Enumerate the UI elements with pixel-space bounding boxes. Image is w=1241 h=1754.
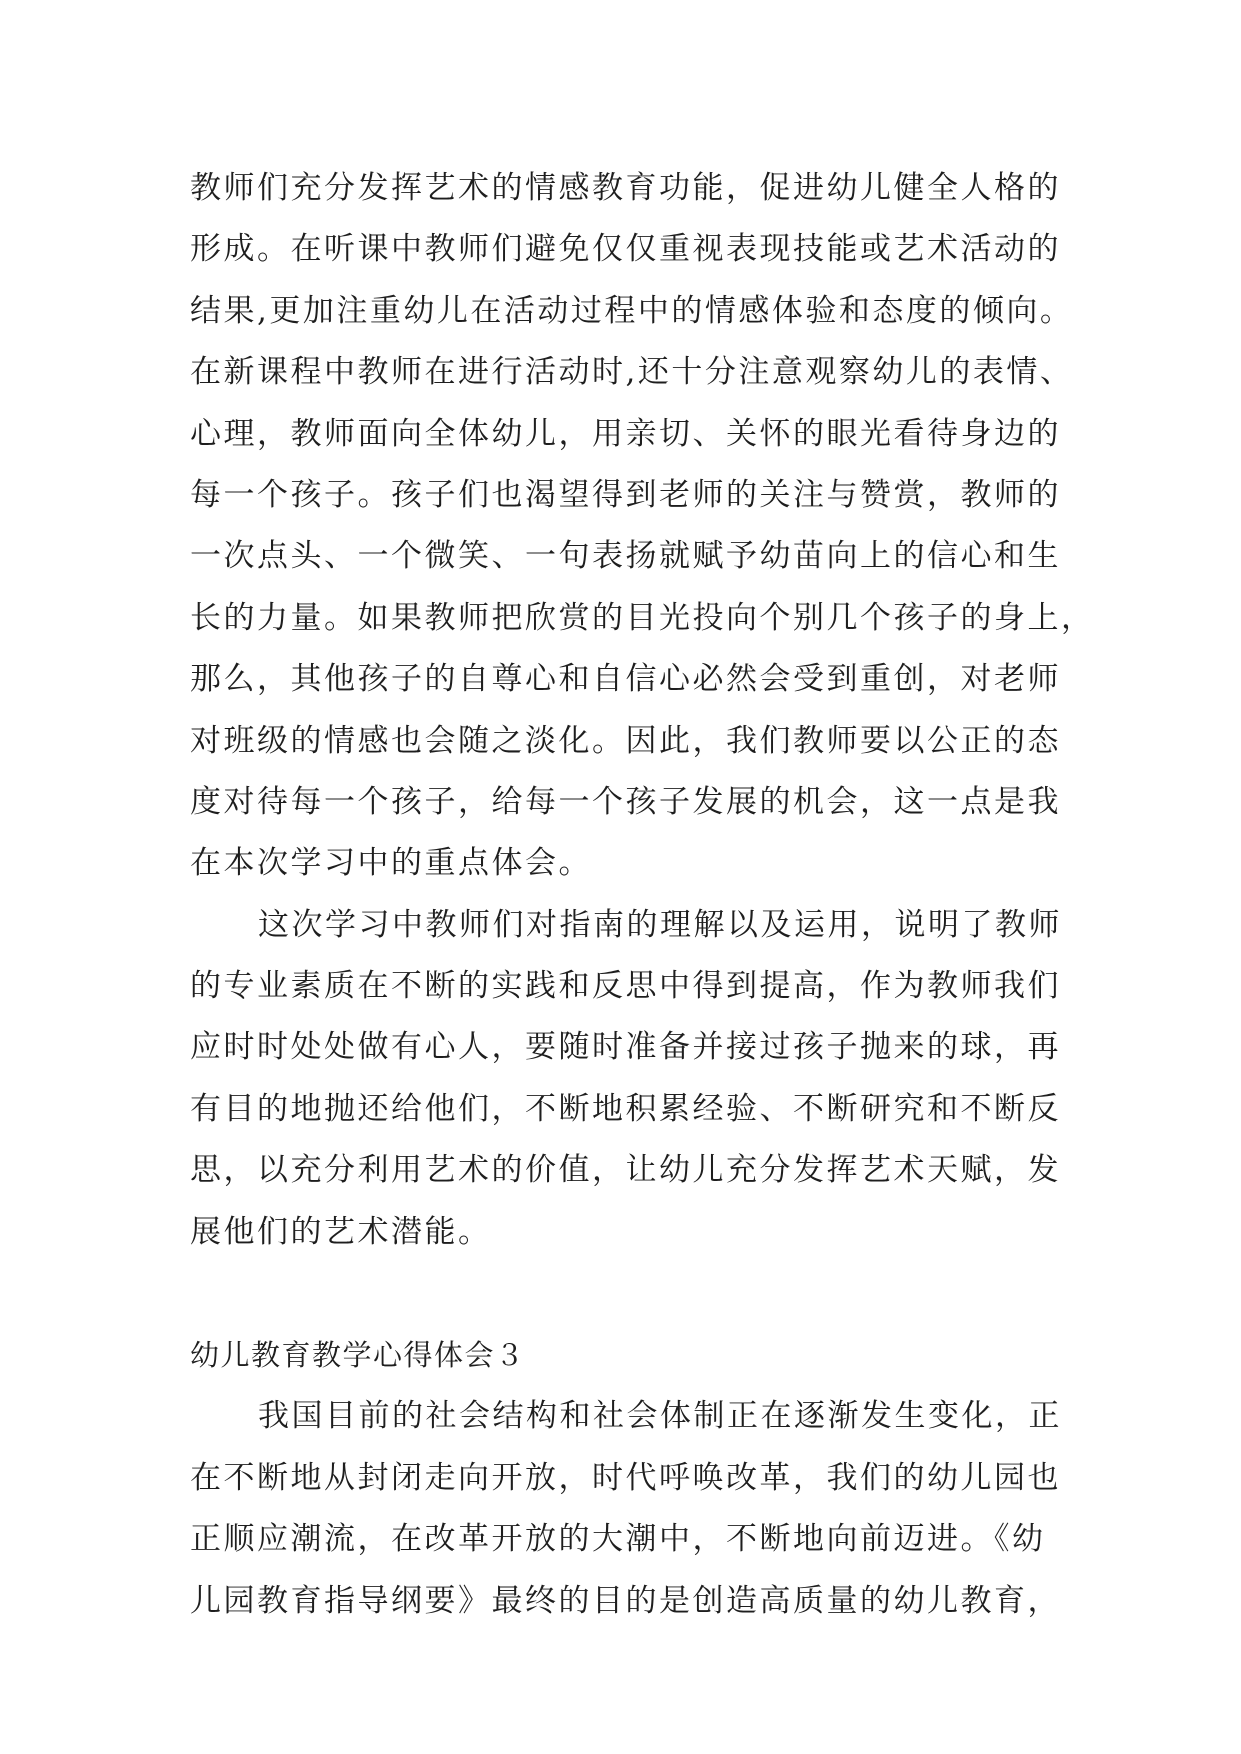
text-line: 应时时处处做有心人，要随时准备并接过孩子抛来的球，再 bbox=[190, 1029, 1061, 1066]
paragraph-1 bbox=[190, 158, 1095, 895]
text-line: 每一个孩子。孩子们也渴望得到老师的关注与赞赏，教师的 bbox=[190, 476, 1061, 513]
text-line: 我国目前的社会结构和社会体制正在逐渐发生变化，正 bbox=[258, 1398, 1062, 1435]
text-line: 有目的地抛还给他们，不断地积累经验、不断研究和不断反 bbox=[190, 1090, 1061, 1127]
text-line: 那么，其他孩子的自尊心和自信心必然会受到重创，对老师 bbox=[190, 661, 1061, 698]
text-line: 长的力量。如果教师把欣赏的目光投向个别几个孩子的身上， bbox=[190, 599, 1095, 636]
text-line: 一次点头、一个微笑、一句表扬就赋予幼苗向上的信心和生 bbox=[190, 538, 1061, 575]
paragraph-spacer bbox=[190, 1263, 1090, 1325]
text-line: 正顺应潮流，在改革开放的大潮中，不断地向前迈进。《幼 bbox=[190, 1521, 1046, 1558]
text-line: 的专业素质在不断的实践和反思中得到提高，作为教师我们 bbox=[190, 968, 1061, 1005]
text-line: 心理，教师面向全体幼儿，用亲切、关怀的眼光看待身边的 bbox=[190, 415, 1061, 452]
text-line: 在本次学习中的重点体会。 bbox=[190, 845, 592, 882]
text-line: 在新课程中教师在进行活动时,还十分注意观察幼儿的表情、 bbox=[190, 354, 1074, 391]
text-line: 教师们充分发挥艺术的情感教育功能，促进幼儿健全人格的 bbox=[190, 170, 1061, 206]
paragraph-2 bbox=[190, 895, 1090, 1263]
text-line: 在不断地从封闭走向开放，时代呼唤改革，我们的幼儿园也 bbox=[190, 1459, 1061, 1496]
text-line: 对班级的情感也会随之淡化。因此，我们教师要以公正的态 bbox=[190, 722, 1061, 759]
text-line: 度对待每一个孩子，给每一个孩子发展的机会，这一点是我 bbox=[190, 783, 1061, 820]
text-line: 这次学习中教师们对指南的理解以及运用，说明了教师 bbox=[258, 906, 1062, 943]
text-line: 展他们的艺术潜能。 bbox=[190, 1213, 492, 1250]
text-line: 形成。在听课中教师们避免仅仅重视表现技能或艺术活动的 bbox=[190, 231, 1061, 268]
text-line: 结果,更加注重幼儿在活动过程中的情感体验和态度的倾向。 bbox=[190, 292, 1074, 329]
section-heading: 幼儿教育教学心得体会３ bbox=[190, 1338, 526, 1373]
document-body bbox=[190, 158, 1095, 1632]
text-line: 思，以充分利用艺术的价值，让幼儿充分发挥艺术天赋，发 bbox=[190, 1152, 1061, 1189]
text-line: 儿园教育指导纲要》最终的目的是创造高质量的幼儿教育， bbox=[190, 1582, 1061, 1619]
paragraph-3 bbox=[190, 1386, 1090, 1632]
